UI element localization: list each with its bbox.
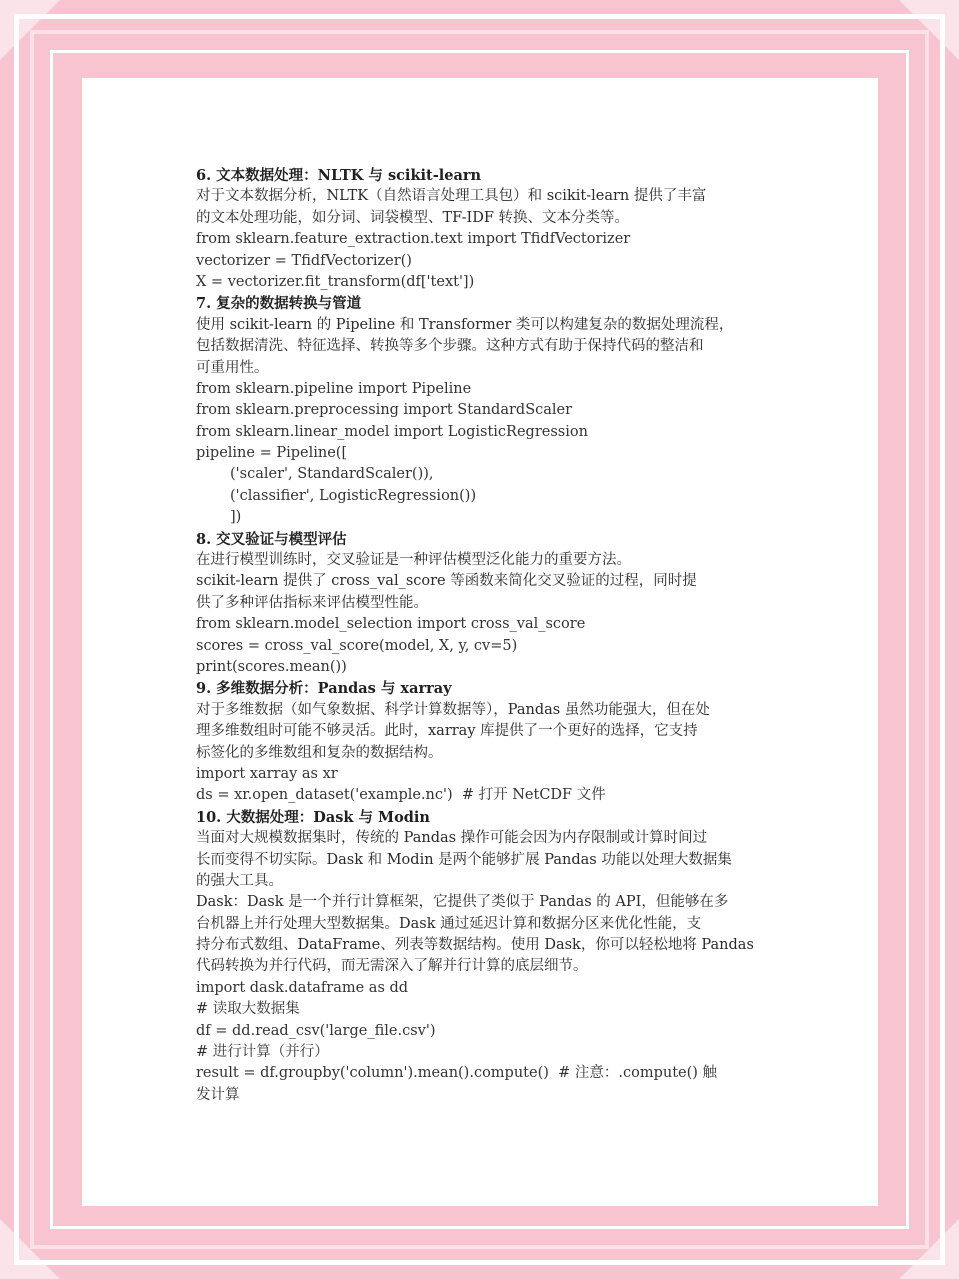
paragraph-line: scikit-learn 提供了 cross_val_score 等函数来简化交叉验证的过程，同时提 [196, 573, 697, 590]
frame-corner-bottom-right [899, 1219, 959, 1279]
paragraph-line: Dask：Dask 是一个并行计算框架，它提供了类似于 Pandas 的 API，但能够在多 [196, 894, 729, 911]
code-line: from sklearn.linear_model import LogisticRegression [196, 423, 588, 440]
paragraph-line: 理多维数组时可能不够灵活。此时，xarray 库提供了一个更好的选择，它支持 [196, 723, 698, 740]
section-heading: 9. 多维数据分析：Pandas 与 xarray [196, 680, 452, 698]
code-line: ('scaler', StandardScaler()), [230, 466, 434, 483]
paragraph-line: 的文本处理功能，如分词、词袋模型、TF-IDF 转换、文本分类等。 [196, 209, 630, 226]
code-line: result = df.groupby('column').mean().compute() # 注意：.compute() 触 [196, 1065, 718, 1082]
code-line: from sklearn.model_selection import cross_val_score [196, 616, 586, 633]
paper-sheet [82, 78, 878, 1206]
code-line: df = dd.read_csv('large_file.csv') [196, 1022, 436, 1039]
code-line: scores = cross_val_score(model, X, y, cv=5) [196, 637, 518, 654]
paragraph-line: 使用 scikit-learn 的 Pipeline 和 Transformer 类可以构建复杂的数据处理流程， [196, 316, 734, 333]
paragraph-line: 台机器上并行处理大型数据集。Dask 通过延迟计算和数据分区来优化性能，支 [196, 915, 702, 932]
paragraph-line: 对于多维数据（如气象数据、科学计算数据等），Pandas 虽然功能强大，但在处 [196, 701, 710, 718]
paragraph-line: 包括数据清洗、特征选择、转换等多个步骤。这种方式有助于保持代码的整洁和 [196, 338, 704, 355]
code-line: # 读取大数据集 [196, 1001, 300, 1018]
code-line: ]) [230, 509, 242, 526]
code-line: import xarray as xr [196, 765, 338, 782]
section-heading: 7. 复杂的数据转换与管道 [196, 295, 362, 313]
code-line: from sklearn.pipeline import Pipeline [196, 380, 472, 397]
section-heading: 10. 大数据处理：Dask 与 Modin [196, 808, 430, 826]
document-body [196, 165, 776, 1106]
paragraph-line: 在进行模型训练时，交叉验证是一种评估模型泛化能力的重要方法。 [196, 552, 631, 569]
paragraph-line: 当面对大规模数据集时，传统的 Pandas 操作可能会因为内存限制或计算时间过 [196, 830, 708, 847]
frame-corner-top-right [899, 0, 959, 60]
code-line: vectorizer = TfidfVectorizer() [196, 252, 412, 269]
code-line: ('classifier', LogisticRegression()) [230, 487, 477, 504]
code-line: pipeline = Pipeline([ [196, 445, 348, 462]
paragraph-line: 对于文本数据分析，NLTK（自然语言处理工具包）和 scikit-learn 提供了丰富 [196, 188, 707, 205]
paragraph-line: 发计算 [196, 1086, 240, 1103]
paragraph-line: 可重用性。 [196, 359, 269, 376]
code-line: from sklearn.feature_extraction.text import TfidfVectorizer [196, 231, 631, 248]
paragraph-line: 的强大工具。 [196, 872, 283, 889]
frame-corner-bottom-left [0, 1219, 60, 1279]
code-line: from sklearn.preprocessing import StandardScaler [196, 402, 573, 419]
paragraph-line: 长而变得不切实际。Dask 和 Modin 是两个能够扩展 Pandas 功能以处理大数据集 [196, 851, 732, 868]
code-line: X = vectorizer.fit_transform(df['text']) [196, 273, 475, 290]
paragraph-line: 持分布式数组、DataFrame、列表等数据结构。使用 Dask，你可以轻松地将 Pandas [196, 937, 754, 954]
code-line: import dask.dataframe as dd [196, 979, 409, 996]
frame-corner-top-left [0, 0, 60, 60]
code-line: ds = xr.open_dataset('example.nc') # 打开 NetCDF 文件 [196, 787, 606, 804]
code-line: print(scores.mean()) [196, 658, 347, 675]
paragraph-line: 标签化的多维数组和复杂的数据结构。 [196, 744, 443, 761]
paragraph-line: 代码转换为并行代码，而无需深入了解并行计算的底层细节。 [196, 958, 588, 975]
section-heading: 8. 交叉验证与模型评估 [196, 530, 347, 548]
code-line: # 进行计算（并行） [196, 1044, 329, 1061]
section-heading: 6. 文本数据处理：NLTK 与 scikit-learn [196, 167, 482, 184]
paragraph-line: 供了多种评估指标来评估模型性能。 [196, 594, 428, 611]
